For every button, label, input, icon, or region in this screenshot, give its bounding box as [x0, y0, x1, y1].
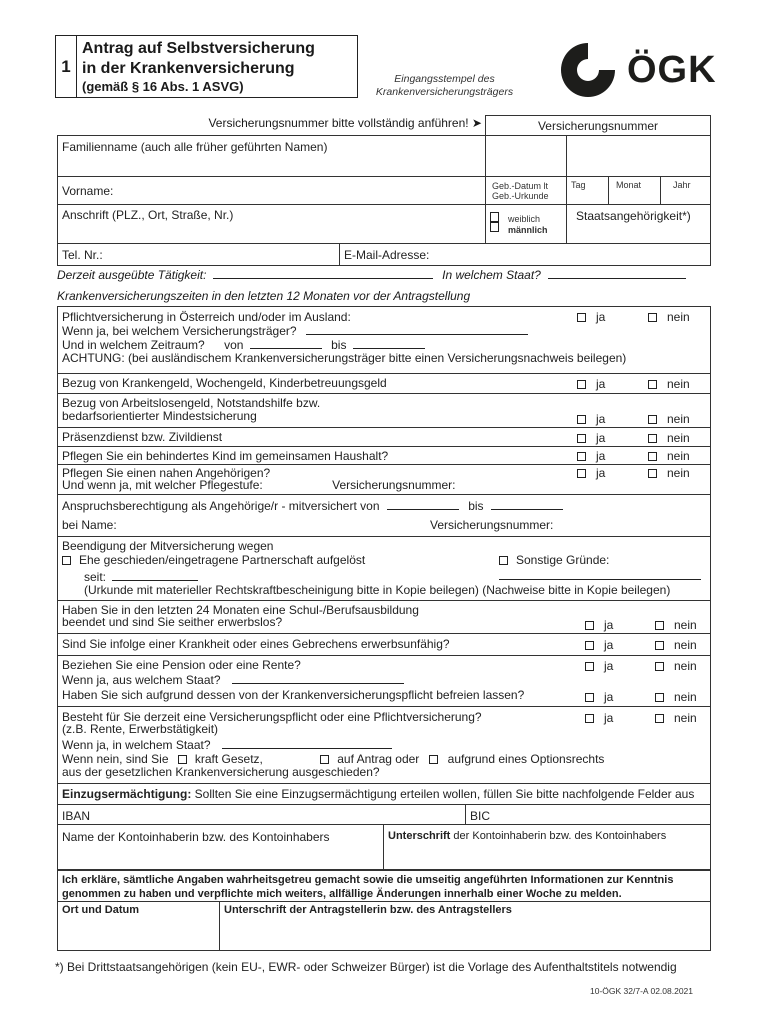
q12-text-2: (z.B. Rente, Erwerbstätigkeit): [62, 722, 219, 736]
q11-text-3: Haben Sie sich aufgrund dessen von der Krankenversicherungspflicht befreien lassen?: [62, 688, 525, 702]
place-date-label: Ort und Datum: [62, 904, 139, 916]
q11-country-row: Wenn ja, aus welchem Staat?: [62, 673, 404, 688]
q3-text-1: Bezug von Arbeitslosengeld, Notstandshilfe bzw.: [62, 396, 321, 410]
checkbox-on-request[interactable]: [320, 755, 329, 764]
form-code: 10-ÖGK 32/7-A 02.08.2021: [590, 986, 694, 996]
account-holder-label: Name der Kontoinhaberin bzw. des Kontoinhabers: [62, 830, 330, 844]
question-education-ended: [57, 601, 711, 634]
logo-ring-icon: [555, 37, 621, 103]
q6-no-option[interactable]: nein: [648, 466, 690, 480]
insurance-periods-heading: Krankenversicherungszeiten in den letzten 12 Monaten vor der Antragstellung: [57, 289, 471, 303]
checkbox-option-right[interactable]: [429, 755, 438, 764]
q3-no-option[interactable]: nein: [648, 412, 690, 426]
q8-other-reasons-option[interactable]: Sonstige Gründe:: [499, 554, 609, 568]
question-pension: [57, 656, 711, 707]
bic-label: BIC: [470, 809, 491, 823]
country-label: In welchem Staat?: [442, 268, 541, 282]
oegk-logo: [555, 38, 735, 102]
question-current-mandatory-insurance: [57, 707, 711, 784]
q7-insurance-number-label: Versicherungsnummer:: [430, 518, 554, 532]
q1-period-row: Und in welchem Zeitraum? von bis: [62, 338, 425, 353]
title-line-1: Antrag auf Selbstversicherung: [82, 40, 315, 57]
q1-note: ACHTUNG: (bei ausländischem Krankenversicherungsträger bitte einen Versicherungsnachweis beilegen): [62, 351, 627, 365]
checkbox-no[interactable]: [648, 313, 657, 322]
place-date-field[interactable]: [57, 901, 220, 951]
other-reasons-input[interactable]: [499, 579, 701, 580]
male-label: männlich: [508, 225, 548, 235]
q9-no-option[interactable]: nein: [655, 618, 697, 632]
nationality-field[interactable]: [566, 204, 711, 244]
q10-yes-option[interactable]: ja: [585, 638, 613, 652]
email-field[interactable]: [339, 243, 711, 266]
checkbox-male[interactable]: [490, 222, 499, 232]
firstname-label: Vorname:: [62, 184, 114, 198]
q6-yes-option[interactable]: ja: [577, 466, 605, 480]
q12-yes-option[interactable]: ja: [585, 711, 613, 725]
co-insured-to-input[interactable]: [491, 499, 563, 510]
address-label: Anschrift (PLZ., Ort, Straße, Nr.): [62, 208, 234, 222]
co-insured-from-input[interactable]: [387, 499, 459, 510]
surname-field[interactable]: [57, 135, 486, 177]
checkbox-yes[interactable]: [577, 313, 586, 322]
since-date-input[interactable]: [112, 570, 198, 581]
applicant-signature-label: Unterschrift der Antragstellerin bzw. des Antragstellers: [224, 904, 512, 916]
birth-day-field[interactable]: [566, 176, 609, 205]
insurance-number-header: [485, 115, 711, 136]
bic-field[interactable]: [465, 804, 711, 825]
nationality-label: Staatsangehörigkeit*): [576, 209, 691, 223]
day-label: Tag: [571, 180, 586, 190]
q9-text-2: beendet und sind Sie seither erwerbslos?: [62, 615, 283, 629]
q11-yes-option[interactable]: ja: [585, 659, 613, 673]
checkbox-female[interactable]: [490, 212, 499, 222]
q11-no-option[interactable]: nein: [655, 659, 697, 673]
q4-yes-option[interactable]: ja: [577, 431, 605, 445]
nationality-footnote: *) Bei Drittstaatsangehörigen (kein EU-, EWR- oder Schweizer Bürger) ist die Vorlage des Aufenthaltstitels notwendig: [55, 960, 677, 974]
question-caring-relative: [57, 465, 711, 495]
question-unemployment: [57, 394, 711, 428]
receipt-stamp-area: [362, 73, 527, 99]
q8-notes: (Urkunde mit materieller Rechtskraftbescheinigung bitte in Kopie beilegen) (Nachweise bitte in Kopie beilegen): [84, 583, 671, 597]
signature-bold-label: Unterschrift: [388, 830, 451, 842]
direct-debit-instructions: Sollten Sie eine Einzugsermächtigung erteilen wollen, füllen Sie bitte nachfolgende Felder aus: [191, 787, 695, 801]
activity-input[interactable]: [213, 268, 433, 279]
declaration-line-2: genommen zu haben und verpflichte mich weiters, allfällige Änderungen innerhalb einer Woche zu melden.: [62, 888, 622, 900]
carrier-input[interactable]: [306, 324, 528, 335]
q1-no-option[interactable]: nein: [648, 310, 690, 324]
phone-label: Tel. Nr.:: [62, 248, 103, 262]
q9-yes-option[interactable]: ja: [585, 618, 613, 632]
q7-row-1: Anspruchsberechtigung als Angehörige/r - mitversichert von bis: [62, 499, 563, 514]
birthdate-label: Geb.-Datum lt Geb.-Urkunde: [492, 181, 549, 201]
birth-year-field[interactable]: [660, 176, 711, 205]
q12-no-option[interactable]: nein: [655, 711, 697, 725]
q8-divorce-option[interactable]: Ehe geschieden/eingetragene Partnerschaft aufgelöst: [62, 554, 365, 568]
female-label: weiblich: [508, 214, 541, 224]
q3-yes-option[interactable]: ja: [577, 412, 605, 426]
birth-month-field[interactable]: [608, 176, 661, 205]
country-input[interactable]: [548, 268, 686, 279]
month-label: Monat: [616, 180, 642, 190]
period-from-input[interactable]: [250, 338, 322, 349]
form-number: 1: [56, 36, 77, 97]
year-label: Jahr: [673, 180, 691, 190]
stamp-line-1: Eingangsstempel des: [394, 73, 495, 85]
form-title: [82, 39, 315, 95]
q12-exemption-row: Wenn nein, sind Sie kraft Gesetz, auf Antrag oder aufgrund eines Optionsrechts: [62, 752, 605, 766]
q1-yes-option[interactable]: ja: [577, 310, 605, 324]
account-holder-field[interactable]: [57, 824, 384, 870]
q8-since-row: seit:: [84, 570, 198, 585]
question-military-service: [57, 428, 711, 447]
q8-text: Beendigung der Mitversicherung wegen: [62, 539, 274, 553]
account-holder-signature-field[interactable]: [383, 824, 711, 870]
q1-text: Pflichtversicherung in Österreich und/oder im Ausland:: [62, 310, 351, 324]
q2-text: Bezug von Krankengeld, Wochengeld, Kinderbetreuungsgeld: [62, 376, 387, 390]
surname-label: Familienname (auch alle früher geführten Namen): [62, 140, 328, 154]
question-co-insured: [57, 495, 711, 537]
insurance-number-part2-field[interactable]: [566, 135, 711, 177]
q11b-no-option[interactable]: nein: [655, 690, 697, 704]
question-sick-pay: [57, 374, 711, 394]
q7-name-label: bei Name:: [62, 518, 117, 532]
signature-label: der Kontoinhaberin bzw. des Kontoinhabers: [450, 830, 667, 842]
email-label: E-Mail-Adresse:: [344, 248, 430, 262]
q11b-yes-option[interactable]: ja: [585, 690, 613, 704]
phone-field[interactable]: [57, 243, 340, 266]
address-field[interactable]: [57, 204, 486, 244]
occupation-row: [57, 268, 686, 282]
declaration-box: [57, 870, 711, 902]
q4-text: Präsenzdienst bzw. Zivildienst: [62, 430, 223, 444]
insurance-number-label: Versicherungsnummer: [537, 119, 659, 133]
q12-text-1: Besteht für Sie derzeit eine Versicherungspflicht oder eine Pflichtversicherung?: [62, 710, 482, 724]
q3-text-2: bedarfsorientierter Mindestsicherung: [62, 409, 257, 423]
q5-no-option[interactable]: nein: [648, 449, 690, 463]
q10-no-option[interactable]: nein: [655, 638, 697, 652]
direct-debit-heading: [57, 784, 711, 805]
logo-text: ÖGK: [627, 49, 717, 91]
activity-label: Derzeit ausgeübte Tätigkeit:: [57, 268, 207, 282]
period-to-input[interactable]: [353, 338, 425, 349]
q4-no-option[interactable]: nein: [648, 431, 690, 445]
question-incapacity: [57, 634, 711, 656]
gender-cell: [485, 204, 567, 244]
form-title-box: [55, 35, 358, 98]
birthdate-label-cell: [485, 176, 567, 205]
question-mandatory-insurance: [57, 306, 711, 374]
title-subtitle: (gemäß § 16 Abs. 1 ASVG): [82, 79, 244, 94]
iban-label: IBAN: [62, 809, 91, 823]
q5-yes-option[interactable]: ja: [577, 449, 605, 463]
q1-carrier-row: Wenn ja, bei welchem Versicherungsträger?: [62, 324, 528, 339]
q12-country-row: Wenn ja, in welchem Staat?: [62, 738, 392, 753]
question-end-of-co-insurance: [57, 537, 711, 601]
q2-yes-option[interactable]: ja: [577, 377, 605, 391]
checkbox-by-law[interactable]: [178, 755, 187, 764]
question-disabled-child: [57, 447, 711, 465]
title-line-2: in der Krankenversicherung: [82, 60, 295, 77]
pension-country-input[interactable]: [232, 673, 404, 684]
declaration-line-1: Ich erkläre, sämtliche Angaben wahrheitsgetreu gemacht sowie die umseitig angeführten Informationen zur Kenntnis: [62, 874, 674, 886]
q9-text-1: Haben Sie in den letzten 24 Monaten eine Schul-/Berufsausbildung: [62, 603, 419, 617]
applicant-signature-field[interactable]: [219, 901, 711, 951]
direct-debit-title: Einzugsermächtigung:: [62, 787, 192, 801]
q6-care-level-row: Und wenn ja, mit welcher Pflegestufe: Versicherungsnummer:: [62, 478, 456, 492]
q11-text-1: Beziehen Sie eine Pension oder eine Rente?: [62, 658, 301, 672]
current-insurance-country-input[interactable]: [222, 738, 392, 749]
q2-no-option[interactable]: nein: [648, 377, 690, 391]
stamp-line-2: Krankenversicherungsträgers: [375, 86, 514, 98]
iban-field[interactable]: [57, 804, 466, 825]
q12-text-5: aus der gesetzlichen Krankenversicherung ausgeschieden?: [62, 765, 380, 779]
q10-text: Sind Sie infolge einer Krankheit oder eines Gebrechens erwerbsunfähig?: [62, 637, 450, 651]
insurance-number-hint: Versicherungsnummer bitte vollständig anführen! ➤: [208, 116, 482, 130]
q5-text: Pflegen Sie ein behindertes Kind im gemeinsamen Haushalt?: [62, 449, 389, 463]
q6-text-1: Pflegen Sie einen nahen Angehörigen?: [62, 466, 271, 480]
insurance-number-part1-field[interactable]: [485, 135, 567, 177]
firstname-field[interactable]: [57, 176, 486, 205]
